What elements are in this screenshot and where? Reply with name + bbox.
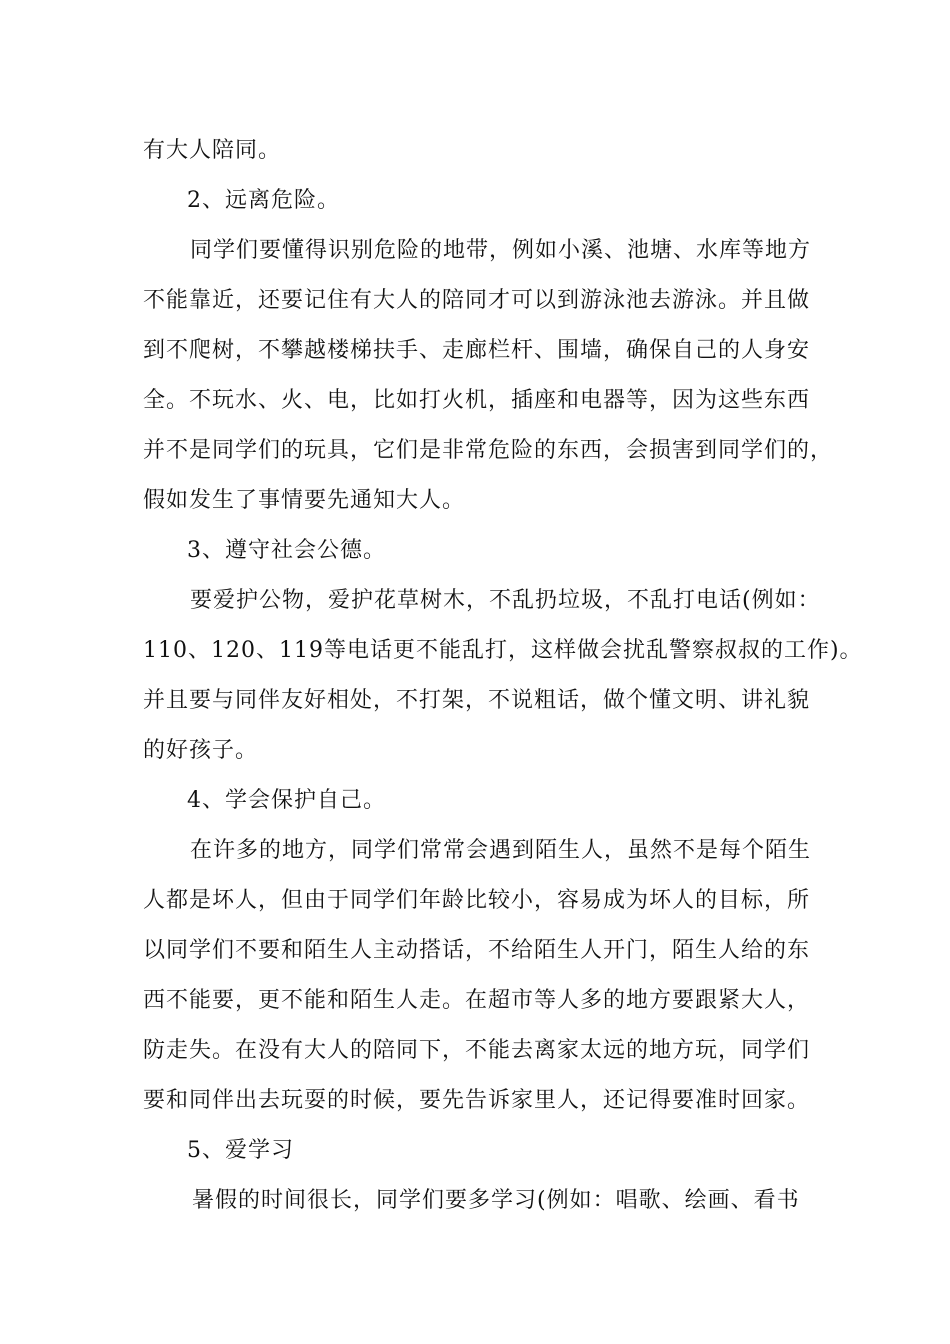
section-heading-5: 5、爱学习 <box>187 1138 294 1163</box>
paragraph-line: 以同学们不要和陌生人主动搭话，不给陌生人开门，陌生人给的东 <box>143 938 811 963</box>
section-heading-4: 4、学会保护自己。 <box>187 788 386 813</box>
paragraph-line: 不能靠近，还要记住有大人的陪同才可以到游泳池去游泳。并且做 <box>143 288 811 313</box>
paragraph-line: 110、120、119等电话更不能乱打，这样做会扰乱警察叔叔的工作)。 <box>143 638 863 663</box>
paragraph-line: 西不能要，更不能和陌生人走。在超市等人多的地方要跟紧大人， <box>143 988 811 1013</box>
paragraph-line: 并且要与同伴友好相处，不打架，不说粗话，做个懂文明、讲礼貌 <box>143 688 811 713</box>
section-heading-3: 3、遵守社会公德。 <box>187 538 386 563</box>
paragraph-line: 防走失。在没有大人的陪同下，不能去离家太远的地方玩，同学们 <box>143 1038 811 1063</box>
section-heading-2: 2、远离危险。 <box>187 188 340 213</box>
paragraph-line: 的好孩子。 <box>143 738 259 763</box>
paragraph-line: 要爱护公物，爱护花草树木，不乱扔垃圾，不乱打电话(例如： <box>190 588 821 613</box>
paragraph-line: 要和同伴出去玩耍的时候，要先告诉家里人，还记得要准时回家。 <box>143 1088 811 1113</box>
text-line-continuation: 有大人陪同。 <box>143 138 282 163</box>
paragraph-line: 假如发生了事情要先通知大人。 <box>143 488 466 513</box>
paragraph-line: 在许多的地方，同学们常常会遇到陌生人，虽然不是每个陌生 <box>190 838 812 863</box>
paragraph-line: 全。不玩水、火、电，比如打火机，插座和电器等，因为这些东西 <box>143 388 811 413</box>
paragraph-line: 暑假的时间很长，同学们要多学习(例如：唱歌、绘画、看书 <box>192 1188 800 1213</box>
paragraph-line: 并不是同学们的玩具，它们是非常危险的东西，会损害到同学们的， <box>143 438 834 463</box>
paragraph-line: 同学们要懂得识别危险的地带，例如小溪、池塘、水库等地方 <box>190 238 812 263</box>
paragraph-line: 到不爬树，不攀越楼梯扶手、走廊栏杆、围墙，确保自己的人身安 <box>143 338 811 363</box>
paragraph-line: 人都是坏人，但由于同学们年龄比较小，容易成为坏人的目标，所 <box>143 888 811 913</box>
